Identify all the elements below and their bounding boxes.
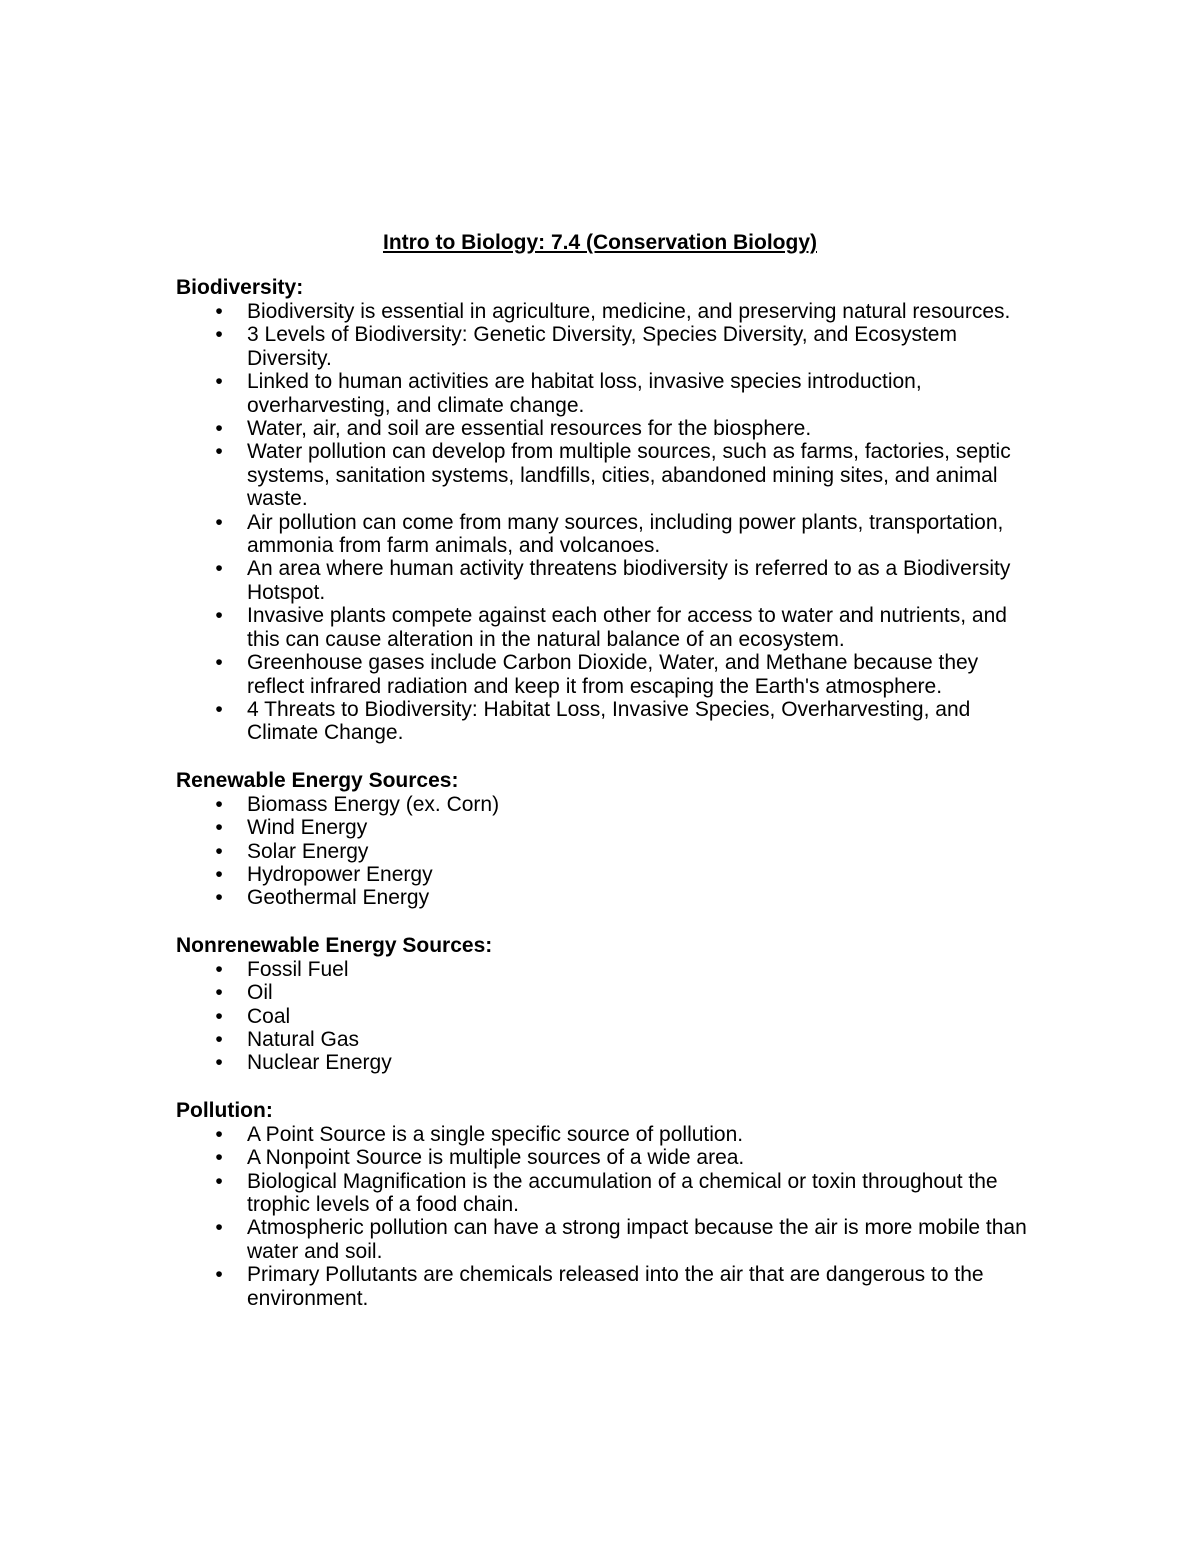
bullet-icon: •	[215, 1122, 223, 1146]
document-title: Intro to Biology: 7.4 (Conservation Biology)	[382, 231, 817, 254]
list-item	[176, 958, 1036, 981]
bullet-icon: •	[215, 957, 223, 981]
list-item-text: Air pollution can come from many sources, including power plants, transportation, ammonia from farm animals, and volcanoes.	[247, 510, 1004, 558]
list-item-text: Biomass Energy (ex. Corn)	[247, 792, 500, 816]
bullet-icon: •	[215, 370, 223, 394]
list-item-text: Primary Pollutants are chemicals released into the air that are dangerous to the environment.	[247, 1263, 984, 1310]
bullet-list	[176, 958, 1036, 1075]
list-item-text: Invasive plants compete against each other for access to water and nutrients, and this can cause alteration in the natural balance of an ecosystem.	[247, 604, 1007, 651]
list-item	[176, 863, 1036, 886]
list-item-text: A Nonpoint Source is multiple sources of a wide area.	[247, 1146, 745, 1170]
list-item	[176, 1146, 1036, 1169]
list-item	[176, 370, 1036, 417]
list-item-text: Coal	[247, 1004, 291, 1028]
bullet-icon: •	[215, 862, 223, 886]
bullet-icon: •	[215, 323, 223, 347]
bullet-icon: •	[215, 1146, 223, 1170]
list-item-text: 4 Threats to Biodiversity: Habitat Loss, Invasive Species, Overharvesting, and Climate Change.	[247, 697, 971, 745]
bullet-icon: •	[215, 697, 223, 721]
section-heading: Renewable Energy Sources:	[176, 768, 459, 792]
bullet-icon: •	[215, 1263, 223, 1287]
list-item	[176, 651, 1036, 698]
list-item-text: Atmospheric pollution can have a strong impact because the air is more mobile than water and soil.	[247, 1216, 1027, 1263]
list-item	[176, 886, 1036, 909]
document-body	[176, 276, 1036, 1334]
bullet-icon: •	[215, 1216, 223, 1240]
list-item	[176, 440, 1036, 510]
list-item-text: Water pollution can develop from multiple sources, such as farms, factories, septic systems, sanitation systems, landfills, cities, abandoned mining sites, and animal waste.	[247, 440, 1011, 511]
bullet-icon: •	[215, 1004, 223, 1028]
bullet-icon: •	[215, 417, 223, 441]
list-item-text: A Point Source is a single specific source of pollution.	[247, 1122, 744, 1146]
section-nonrenewable-energy	[176, 934, 1036, 1075]
bullet-icon: •	[215, 981, 223, 1005]
list-item	[176, 816, 1036, 839]
section-heading: Nonrenewable Energy Sources:	[176, 933, 493, 957]
list-item	[176, 1005, 1036, 1028]
list-item	[176, 698, 1036, 745]
bullet-icon: •	[215, 792, 223, 816]
list-item-text: Nuclear Energy	[247, 1051, 392, 1075]
list-item-text: Natural Gas	[247, 1027, 360, 1051]
list-item	[176, 793, 1036, 816]
list-item-text: Wind Energy	[247, 816, 368, 840]
list-item	[176, 604, 1036, 651]
list-item	[176, 323, 1036, 370]
list-item-text: Biodiversity is essential in agriculture, medicine, and preserving natural resources.	[247, 300, 1011, 323]
list-item	[176, 1051, 1036, 1074]
list-item-text: Biological Magnification is the accumulation of a chemical or toxin throughout the trophic levels of a food chain.	[247, 1169, 998, 1216]
list-item	[176, 981, 1036, 1004]
list-item-text: Hydropower Energy	[247, 862, 433, 886]
bullet-list	[176, 793, 1036, 910]
list-item	[176, 1170, 1036, 1217]
bullet-icon: •	[215, 604, 223, 628]
bullet-icon: •	[215, 300, 223, 323]
bullet-icon: •	[215, 839, 223, 863]
bullet-icon: •	[215, 1051, 223, 1075]
section-renewable-energy	[176, 769, 1036, 910]
section-biodiversity	[176, 276, 1036, 745]
list-item-text: Greenhouse gases include Carbon Dioxide, Water, and Methane because they reflect infrared radiation and keep it from escaping the Earth's atmosphere.	[247, 651, 979, 698]
bullet-icon: •	[215, 886, 223, 910]
list-item-text: Geothermal Energy	[247, 886, 430, 910]
bullet-icon: •	[215, 816, 223, 840]
bullet-icon: •	[215, 557, 223, 581]
list-item	[176, 300, 1036, 323]
bullet-list	[176, 1123, 1036, 1310]
list-item-text: Fossil Fuel	[247, 957, 349, 981]
bullet-icon: •	[215, 651, 223, 675]
bullet-icon: •	[215, 440, 223, 464]
list-item	[176, 511, 1036, 558]
bullet-icon: •	[215, 1169, 223, 1193]
list-item-text: 3 Levels of Biodiversity: Genetic Diversity, Species Diversity, and Ecosystem Diversity.	[247, 323, 957, 370]
list-item	[176, 557, 1036, 604]
list-item	[176, 1216, 1036, 1263]
bullet-icon: •	[215, 1027, 223, 1051]
list-item-text: An area where human activity threatens biodiversity is referred to as a Biodiversity Hotspot.	[247, 557, 1011, 604]
list-item	[176, 1123, 1036, 1146]
section-pollution	[176, 1099, 1036, 1310]
list-item-text: Oil	[247, 981, 273, 1005]
section-heading: Pollution:	[176, 1098, 273, 1122]
list-item-text: Solar Energy	[247, 839, 369, 863]
list-item-text: Linked to human activities are habitat loss, invasive species introduction, overharvesting, and climate change.	[247, 370, 922, 417]
bullet-list	[176, 300, 1036, 745]
bullet-icon: •	[215, 510, 223, 534]
list-item	[176, 1028, 1036, 1051]
list-item	[176, 840, 1036, 863]
list-item	[176, 1263, 1036, 1310]
section-heading: Biodiversity:	[176, 276, 304, 299]
list-item-text: Water, air, and soil are essential resources for the biosphere.	[247, 417, 812, 441]
list-item	[176, 417, 1036, 440]
